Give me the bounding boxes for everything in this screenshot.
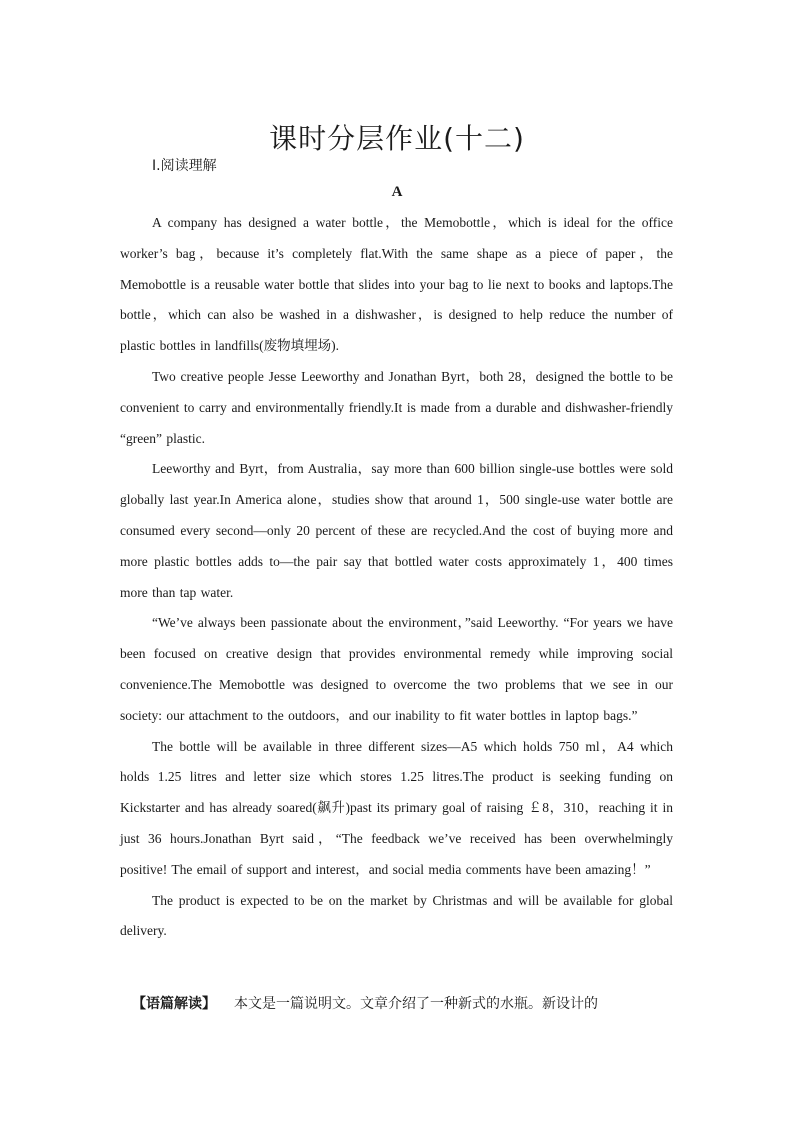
analysis-text: 本文是一篇说明文。文章介绍了一种新式的水瓶。新设计的 [234, 996, 598, 1012]
passage-analysis [120, 993, 675, 1013]
paragraph: A company has designed a water bottle，the Memobottle，which is ideal for the office worker’s bag，because it’s completely flat.With the same shape as a piece of paper，the Memobottle is a reusable water bottle that slides into your bag to lie next to books and laptops.The bottle，which can also be washed in a dishwasher，is designed to help reduce the number of plastic bottles in landfills(废物填埋场). [120, 215, 673, 354]
paragraph: The product is expected to be on the market by Christmas and will be available for global delivery. [120, 892, 673, 939]
passage-label: A [391, 184, 403, 200]
analysis-tag: 【语篇解读】 [132, 996, 216, 1012]
passage-body [120, 208, 673, 947]
page-title: 课时分层作业(十二) [269, 121, 525, 155]
paragraph: The bottle will be available in three different sizes—A5 which holds 750 ml，A4 which holds 1.25 litres and letter size which stores 1.25 litres.The product is seeking funding on Kickstarter and has already soared(飙升)past its primary goal of raising ￡8，310，reaching it in just 36 hours.Jonathan Byrt said，“The feedback we’ve received has been overwhelmingly positive! The email of support and interest，and social media comments have been amazing！” [120, 738, 673, 877]
paragraph: Two creative people Jesse Leeworthy and Jonathan Byrt，both 28，designed the bottle to be convenient to carry and environmentally friendly.It is made from a durable and dishwasher-friendly “green” plastic. [120, 368, 673, 446]
section-heading: Ⅰ.阅读理解 [152, 158, 217, 174]
paragraph: Leeworthy and Byrt，from Australia，say more than 600 billion single-use bottles were sold globally last year.In America alone，studies show that around 1，500 single-use water bottle are consumed every second—only 20 percent of these are recycled.And the cost of buying more and more plastic bottles adds to—the pair say that bottled water costs approximately 1，400 times more than tap water. [120, 461, 673, 600]
paragraph: “We’ve always been passionate about the environment，”said Leeworthy. “For years we have been focused on creative design that provides environmental remedy while improving social convenience.The Memobottle was designed to overcome the two problems that we see in our society: our attachment to the outdoors，and our inability to fit water bottles in laptop bags.” [120, 615, 673, 723]
